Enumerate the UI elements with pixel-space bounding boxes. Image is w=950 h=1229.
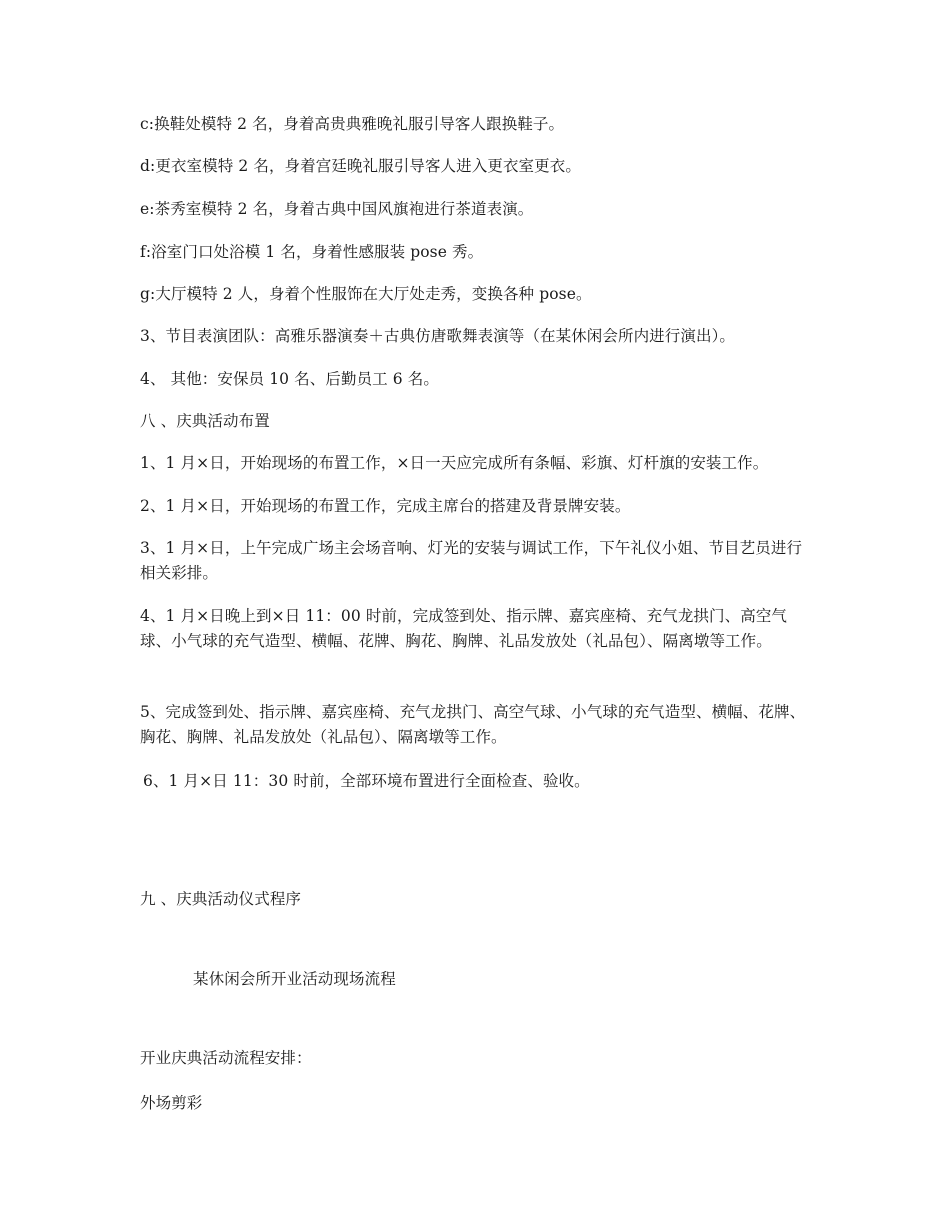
layout-item-2: 2、1 月×日，开始现场的布置工作，完成主席台的搭建及背景牌安装。 bbox=[140, 497, 631, 515]
layout-item-5: 5、完成签到处、指示牌、嘉宾座椅、充气龙拱门、高空气球、小气球的充气造型、横幅、花牌、胸花、胸牌、礼品发放处（礼品包）、隔离墩等工作。 bbox=[140, 703, 806, 746]
outdoor-ribbon-heading: 外场剪彩 bbox=[140, 1094, 203, 1112]
layout-item-1: 1、1 月×日，开始现场的布置工作，×日一天应完成所有条幅、彩旗、灯杆旗的安装工作。 bbox=[140, 454, 769, 472]
layout-item-4: 4、1 月×日晚上到×日 11：00 时前，完成签到处、指示牌、嘉宾座椅、充气龙拱门、高空气球、小气球的充气造型、横幅、花牌、胸花、胸牌、礼品发放处（礼品包）、隔离墩等工作。 bbox=[140, 607, 788, 650]
flow-title: 某休闲会所开业活动现场流程 bbox=[193, 970, 396, 988]
section-heading-layout: 八 、庆典活动布置 bbox=[140, 412, 270, 430]
flow-arrangement-heading: 开业庆典活动流程安排： bbox=[140, 1049, 312, 1067]
layout-item-3: 3、1 月×日，上午完成广场主会场音响、灯光的安装与调试工作，下午礼仪小姐、节目艺员进行相关彩排。 bbox=[140, 539, 803, 582]
models-d-line: d:更衣室模特 2 名，身着宫廷晚礼服引导客人进入更衣室更衣。 bbox=[140, 157, 581, 175]
models-g-line: g:大厅模特 2 人，身着个性服饰在大厅处走秀，变换各种 pose。 bbox=[140, 285, 592, 303]
section-heading-ceremony: 九 、庆典活动仪式程序 bbox=[140, 890, 302, 908]
models-f-line: f:浴室门口处浴模 1 名，身着性感服装 pose 秀。 bbox=[140, 243, 484, 261]
program-team-line: 3、节目表演团队：高雅乐器演奏＋古典仿唐歌舞表演等（在某休闲会所内进行演出）。 bbox=[140, 327, 736, 345]
models-c-line: c:换鞋处模特 2 名，身着高贵典雅晚礼服引导客人跟换鞋子。 bbox=[140, 115, 565, 133]
layout-item-6: 6、1 月×日 11：30 时前，全部环境布置进行全面检查、验收。 bbox=[143, 772, 590, 790]
models-e-line: e:茶秀室模特 2 名，身着古典中国风旗袍进行茶道表演。 bbox=[140, 200, 534, 218]
other-staff-line: 4、 其他：安保员 10 名、后勤员工 6 名。 bbox=[140, 370, 439, 388]
